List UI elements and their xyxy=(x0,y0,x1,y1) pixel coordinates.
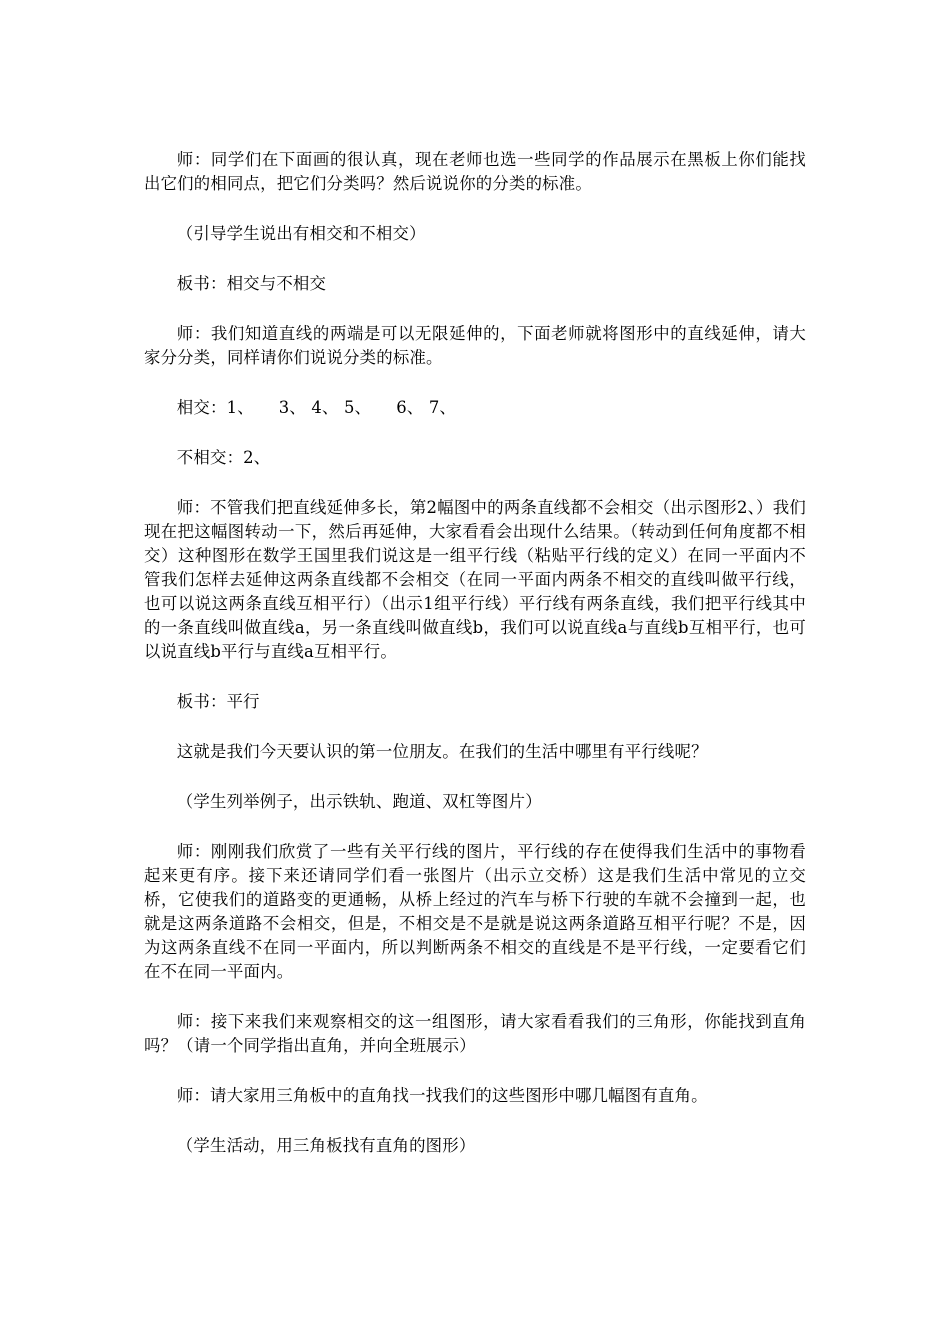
paragraph-overpass: 师：刚刚我们欣赏了一些有关平行线的图片，平行线的存在使得我们生活中的事物看起来更有序。接下来还请同学们看一张图片（出示立交桥）这是我们生活中常见的立交桥，它使我们的道路变的更通畅，从桥上经过的汽车与桥下行驶的车就不会撞到一起，也就是这两条道路不会相交，但是，不相交是不是就是说这两条道路互相平行呢？不是，因为这两条直线不在同一平面内，所以判断两条不相交的直线是不是平行线，一定要看它们在不在同一平面内。 xyxy=(144,842,806,981)
paragraph-teacher-classify: 师：同学们在下面画的很认真，现在老师也选一些同学的作品展示在黑板上你们能找出它们的相同点，把它们分类吗？然后说说你的分类的标准。 xyxy=(144,150,806,193)
paragraph-parallel-definition: 师：不管我们把直线延伸多长，第2幅图中的两条直线都不会相交（出示图形2、）我们现在把这幅图转动一下，然后再延伸，大家看看会出现什么结果。（转动到任何角度都不相交）这种图形在数学王国里我们说这是一组平行线（粘贴平行线的定义）在同一平面内不管我们怎样去延伸这两条直线都不会相交（在同一平面内两条不相交的直线叫做平行线，也可以说这两条直线互相平行）（出示1组平行线）平行线有两条直线，我们把平行线其中的一条直线叫做直线a，另一条直线叫做直线b，我们可以说直线a与直线b互相平行，也可以说直线b平行与直线a互相平行。 xyxy=(144,498,806,661)
document-page xyxy=(144,148,806,1184)
paragraph-right-angle: 师：接下来我们来观察相交的这一组图形，请大家看看我们的三角形，你能找到直角吗？（请一个同学指出直角，并向全班展示） xyxy=(144,1012,806,1055)
paragraph-first-friend: 这就是我们今天要认识的第一位朋友。在我们的生活中哪里有平行线呢？ xyxy=(176,742,708,761)
paragraph-intersect-list: 相交：1、 3、 4、 5、 6、 7、 xyxy=(176,398,457,417)
paragraph-board-parallel: 板书：平行 xyxy=(176,692,260,711)
paragraph-board-intersect: 板书：相交与不相交 xyxy=(176,274,327,293)
paragraph-triangle-ruler: 师：请大家用三角板中的直角找一找我们的这些图形中哪几幅图有直角。 xyxy=(176,1086,708,1105)
paragraph-student-examples: （学生列举例子，出示铁轨、跑道、双杠等图片） xyxy=(176,792,542,811)
paragraph-student-activity: （学生活动，用三角板找有直角的图形） xyxy=(176,1136,476,1155)
paragraph-guide-students: （引导学生说出有相交和不相交） xyxy=(176,224,426,243)
paragraph-non-intersect-list: 不相交：2、 xyxy=(176,448,271,467)
paragraph-teacher-extend: 师：我们知道直线的两端是可以无限延伸的，下面老师就将图形中的直线延伸，请大家分分类，同样请你们说说分类的标准。 xyxy=(144,324,806,367)
